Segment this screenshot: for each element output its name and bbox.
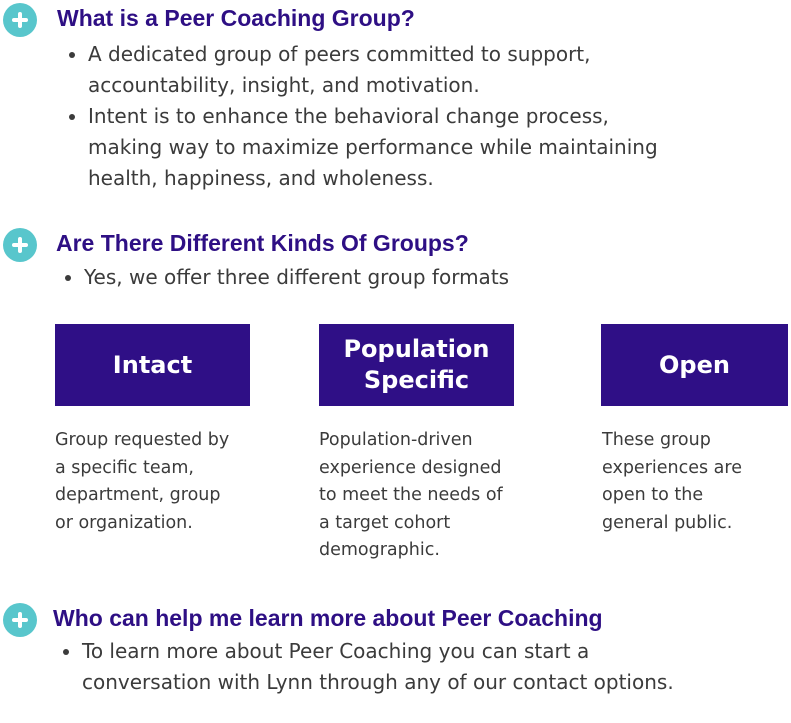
section-bullets-what-is	[65, 39, 785, 194]
list-item: A dedicated group of peers committed to support, accountability, insight, and motivation.	[65, 39, 785, 101]
group-type-population-specific-description: Population-driven experience designed to meet the needs of a target cohort demographic.	[319, 430, 503, 560]
section-heading-what-is: What is a Peer Coaching Group?	[57, 5, 415, 31]
section-heading-kinds-of-groups: Are There Different Kinds Of Groups?	[56, 230, 469, 256]
section-heading-who-can-help: Who can help me learn more about Peer Coaching	[53, 605, 603, 631]
group-type-title: Intact	[112, 350, 193, 379]
list-item: Intent is to enhance the behavioral change process, making way to maximize performance while maintaining health, happiness, and wholeness.	[65, 101, 785, 194]
section-bullets-kinds-of-groups	[61, 262, 761, 293]
list-item: Yes, we offer three different group formats	[61, 262, 761, 293]
group-type-open-box	[601, 324, 788, 406]
group-type-intact-description: Group requested by a specific team, department, group or organization.	[55, 430, 230, 533]
plus-icon	[3, 228, 37, 262]
group-type-title: Population	[343, 335, 490, 363]
plus-icon	[3, 603, 37, 637]
list-item: To learn more about Peer Coaching you can start a conversation with Lynn through any of our contact options.	[59, 636, 789, 698]
group-type-title: Open	[659, 350, 730, 379]
group-type-intact-box	[55, 324, 250, 406]
plus-icon	[3, 3, 37, 37]
section-bullets-who-can-help	[59, 636, 789, 698]
group-type-open-description: These group experiences are open to the general public.	[602, 430, 742, 533]
group-type-population-specific-box	[319, 324, 514, 406]
group-type-title: Specific	[363, 366, 470, 394]
